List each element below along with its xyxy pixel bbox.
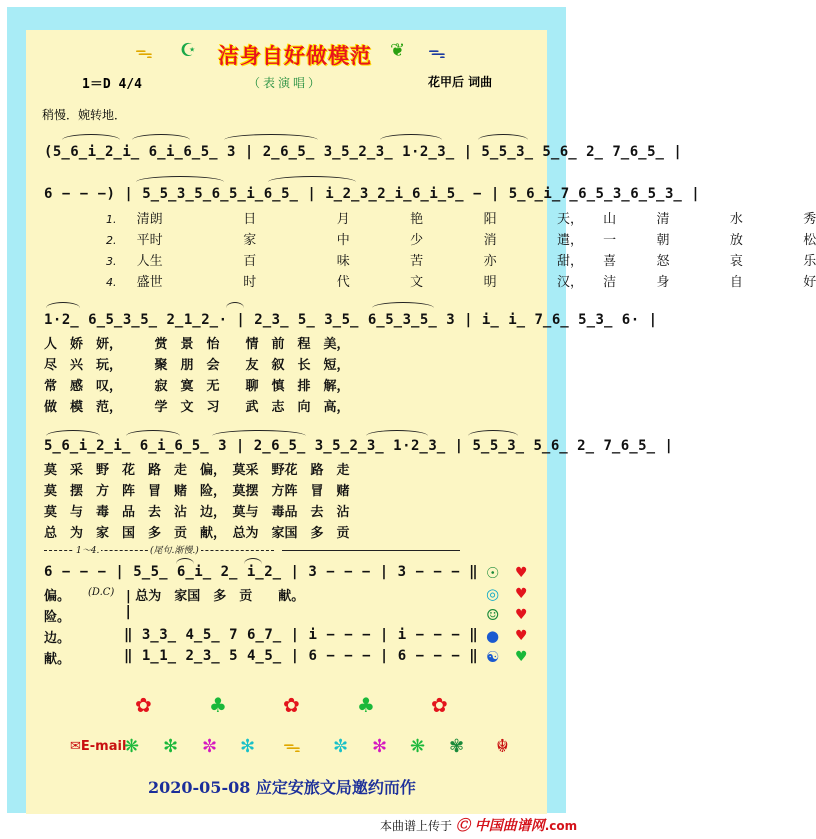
ending-line4-start: 献。 — [44, 652, 71, 667]
upload-credit[interactable]: 本曲谱上传于 Ⓒ 中国曲谱网.com — [380, 818, 578, 834]
ending-line1-lyrics: | 总为 家国 多 贡 献。 — [126, 589, 305, 604]
melody-row-4: 5̲6̲i̲2̲i̲ 6̲i̲6̲5̲ 3 | 2̲6̲5̲ 3̲5̲2̲3̲ 1·2̲3̲ | 5̲5̲3̲ 5̲6̲ 2̲ 7̲6̲5̲ | — [44, 438, 674, 454]
flower-icon: ✾ — [449, 736, 465, 757]
sparkle-icon: ✻ — [240, 736, 256, 757]
sun-face-icon: ☉ — [486, 564, 500, 582]
apple-icon: ❦ — [390, 40, 406, 61]
moon-icon: ☪ — [180, 40, 197, 61]
sparkle-icon: ❋ — [124, 736, 140, 757]
verse3-line2: 莫 摆 方 阵 冒 赌 险， 莫摆 方阵 冒 赌 — [44, 484, 350, 499]
melody-ending-4: ‖ 1̲1̲ 2̲3̲ 5 4̲5̲ | 6 − − − | 6 − − − ‖ — [124, 648, 479, 664]
flower-icon: ✿ — [283, 693, 300, 717]
heart-icon: ♥ — [515, 565, 528, 581]
melody-ending-3: ‖ 3̲3̲ 4̲5̲ 7 6̲7̲ | i − − − | i − − − ‖ — [124, 627, 479, 643]
heart-icon: ♥ — [515, 649, 528, 665]
ball-icon: ● — [486, 627, 500, 645]
sparkle-icon: ❋ — [410, 736, 426, 757]
ending-line1-start: 偏。 — [44, 589, 71, 604]
verse1-line4: 4. 盛世 时 代 文 明 汉， 洁 身 自 好 — [106, 275, 816, 290]
melody-row-3: 1·2̲ 6̲5̲3̲5̲ 2̲1̲2̲· | 2̲3̲ 5̲ 3̲5̲ 6̲5̲3̲5̲ 3 | i̲ i̲ 7̲6̲ 5̲3̲ 6· | — [44, 312, 658, 328]
tempo-marking: 稍慢．婉转地． — [42, 108, 127, 122]
site-logo: Ⓒ 中国曲谱网 — [455, 818, 545, 834]
swallow-icon: ᯓ — [135, 42, 153, 63]
verse1-line1: 1. 清朗 日 月 艳 阳 天， 山 清 水 秀 — [106, 212, 816, 227]
sparkle-icon: ✼ — [333, 736, 349, 757]
clover-icon: ♣ — [209, 693, 227, 717]
footer-dedication: 2020-05-08 应定安旅文局邀约而作 — [148, 778, 416, 797]
sparkle-icon: ✻ — [372, 736, 388, 757]
ending-volta: 1～4. — [74, 543, 101, 556]
email-icon: ✉E-mail — [70, 739, 127, 754]
ending-line2-start: 险。 — [44, 610, 71, 625]
swallow-icon: ᯓ — [428, 42, 446, 63]
verse1-line3: 3. 人生 百 味 苦 亦 甜， 喜 怒 哀 乐 — [106, 254, 816, 269]
performance-style: （表演唱） — [248, 76, 324, 90]
melody-row-2: 6 − − −) | 5̲5̲3̲5̲6̲5̲i̲6̲5̲ | i̲2̲3̲2̲i̲6̲i̲5̲ − | 5̲6̲i̲7̲6̲5̲3̲6̲5̲3̲ | — [44, 186, 701, 202]
yin-yang-icon: ☯ — [486, 648, 500, 666]
ending-line3-start: 边。 — [44, 631, 71, 646]
swallow-icon: ᯓ — [283, 736, 301, 757]
verse3-line1: 莫 采 野 花 路 走 偏， 莫采 野花 路 走 — [44, 463, 350, 478]
song-title: 洁身自好做模范 — [218, 44, 372, 68]
verse2-line4: 做 模 范， 学 文 习 武 志 向 高， — [44, 400, 350, 415]
verse2-line1: 人 娇 妍， 赏 景 怡 情 前 程 美， — [44, 337, 350, 352]
verse2-line3: 常 感 叹， 寂 寞 无 聊 慎 排 解， — [44, 379, 350, 394]
melody-row-5: 6 − − − | 5̲5̲ 6̲i̲ 2̲ i̲2̲ | 3 − − − | 3 − − − ‖ — [44, 564, 479, 580]
sparkle-icon: ✼ — [202, 736, 218, 757]
heart-icon: ♥ — [515, 628, 528, 644]
verse1-line2: 2. 平时 家 中 少 消 遣， 一 朝 放 松 — [106, 233, 816, 248]
flower-icon: ✿ — [135, 693, 152, 717]
smile-icon: ☺ — [486, 606, 500, 624]
key-signature: 1＝D 4/4 — [82, 77, 142, 92]
barline: | — [124, 604, 133, 620]
dc-mark: (D.C) — [88, 587, 115, 598]
verse3-line4: 总 为 家 国 多 贡 献， 总为 家国 多 贡 — [44, 526, 350, 541]
heart-icon: ♥ — [515, 607, 528, 623]
flower-icon: ✿ — [431, 693, 448, 717]
heart-icon: ♥ — [515, 586, 528, 602]
bird-icon: ☬ — [496, 736, 509, 757]
verse3-line3: 莫 与 毒 品 去 沾 边， 莫与 毒品 去 沾 — [44, 505, 350, 520]
author: 花甲后 词曲 — [428, 75, 493, 89]
clover-icon: ♣ — [357, 693, 375, 717]
verse2-line2: 尽 兴 玩， 聚 朋 会 友 叙 长 短， — [44, 358, 350, 373]
melody-row-1: (5̲6̲i̲2̲i̲ 6̲i̲6̲5̲ 3 | 2̲6̲5̲ 3̲5̲2̲3̲ 1·2̲3̲ | 5̲5̲3̲ 5̲6̲ 2̲ 7̲6̲5̲ | — [44, 144, 683, 160]
circle-icon: ◎ — [486, 585, 500, 603]
ending-note: (尾句.渐慢.) — [148, 543, 201, 556]
sparkle-icon: ✻ — [163, 736, 179, 757]
